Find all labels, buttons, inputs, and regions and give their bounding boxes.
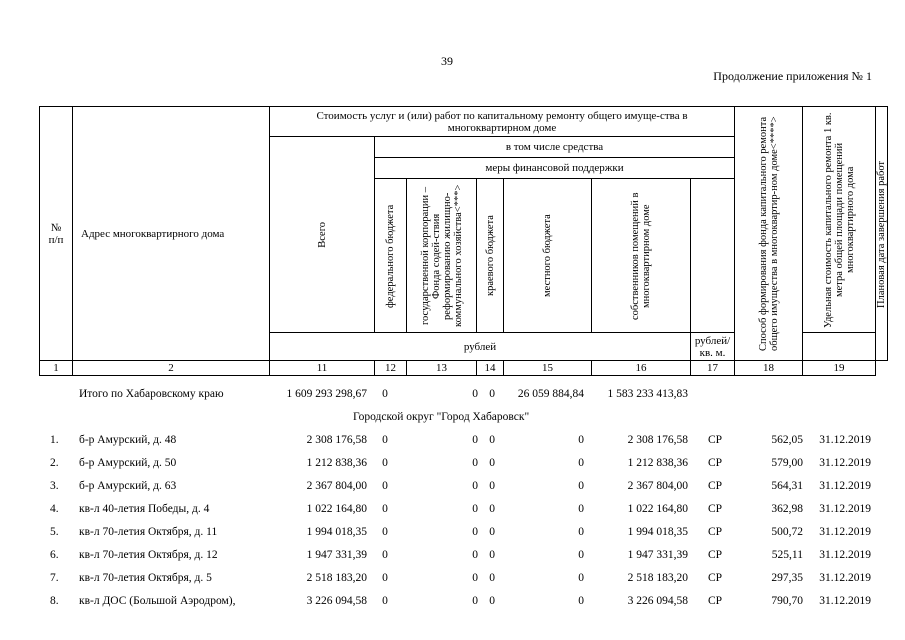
row-regional: 0	[489, 526, 495, 538]
header-local	[504, 179, 592, 333]
row-date: 31.12.2019	[819, 526, 871, 538]
row-no: 7.	[50, 572, 59, 584]
row-local: 0	[578, 457, 584, 469]
row-federal: 0	[382, 526, 388, 538]
row-date: 31.12.2019	[819, 572, 871, 584]
total-sum: 1 609 293 298,67	[286, 388, 367, 400]
row-date: 31.12.2019	[819, 549, 871, 561]
table-row	[39, 592, 877, 615]
row-total: 2 367 804,00	[306, 480, 367, 492]
header-including: в том числе средства	[375, 137, 735, 158]
row-owners: 1 212 838,36	[627, 457, 688, 469]
row-regional: 0	[489, 480, 495, 492]
column-number: 19	[803, 361, 876, 376]
row-date: 31.12.2019	[819, 595, 871, 607]
row-method: СР	[707, 503, 723, 515]
table-row	[39, 454, 877, 477]
page-number: 39	[441, 54, 453, 68]
header-specific-cost	[803, 107, 876, 333]
column-number: 11	[270, 361, 375, 376]
row-owners: 1 994 018,35	[627, 526, 688, 538]
section-title: Городской округ "Город Хабаровск"	[353, 411, 530, 423]
row-federal: 0	[382, 503, 388, 515]
row-no: 2.	[50, 457, 59, 469]
row-method: СР	[707, 434, 723, 446]
row-address: б-р Амурский, д. 63	[79, 480, 177, 492]
row-address: б-р Амурский, д. 50	[79, 457, 177, 469]
row-federal: 0	[382, 480, 388, 492]
row-address: кв-л 70-летия Октября, д. 5	[79, 572, 212, 584]
row-no: 5.	[50, 526, 59, 538]
total-row	[39, 385, 877, 408]
row-address: кв-л 70-летия Октября, д. 12	[79, 549, 218, 561]
row-owners: 3 226 094,58	[627, 595, 688, 607]
header-table	[39, 106, 888, 376]
header-specific-cost-text: Удельная стоимость капитального ремонта 1 кв. метра общей площади помещений многоквартирного дома	[822, 111, 856, 328]
row-federal: 0	[382, 457, 388, 469]
header-total	[270, 137, 375, 333]
total-local: 26 059 884,84	[517, 388, 584, 400]
row-date: 31.12.2019	[819, 457, 871, 469]
row-corporation: 0	[472, 549, 478, 561]
column-number: 13	[407, 361, 477, 376]
header-total-text: Всего	[316, 221, 328, 248]
row-corporation: 0	[472, 526, 478, 538]
header-no: № п/п	[40, 107, 73, 361]
row-local: 0	[578, 595, 584, 607]
header-federal-text: федерального бюджета	[385, 203, 396, 308]
row-specific: 525,11	[771, 549, 803, 561]
row-no: 4.	[50, 503, 59, 515]
row-method: СР	[707, 457, 723, 469]
header-unit-rub-m2: рублей/ кв. м.	[691, 333, 735, 361]
column-number: 14	[477, 361, 504, 376]
row-regional: 0	[489, 549, 495, 561]
row-local: 0	[578, 549, 584, 561]
row-specific: 564,31	[771, 480, 803, 492]
row-owners: 1 022 164,80	[627, 503, 688, 515]
continuation-label: Продолжение приложения № 1	[713, 69, 872, 83]
table-row	[39, 523, 877, 546]
table-row	[39, 500, 877, 523]
row-corporation: 0	[472, 503, 478, 515]
row-total: 3 226 094,58	[306, 595, 367, 607]
row-regional: 0	[489, 503, 495, 515]
header-corporation-text: государственной корпорации – Фонда содей-ствия реформированию жилищно- коммунального хозяйства<***>	[419, 184, 464, 327]
header-regional	[477, 179, 504, 333]
row-specific: 362,98	[771, 503, 803, 515]
header-planned-date-text: Плановая дата завершения работ	[876, 159, 887, 308]
header-planned-date	[876, 107, 888, 361]
row-total: 2 518 183,20	[306, 572, 367, 584]
row-no: 8.	[50, 595, 59, 607]
column-number: 17	[691, 361, 735, 376]
header-unit-rub: рублей	[270, 333, 691, 361]
row-total: 1 947 331,39	[306, 549, 367, 561]
row-local: 0	[578, 526, 584, 538]
row-specific: 790,70	[771, 595, 803, 607]
row-method: СР	[707, 572, 723, 584]
row-federal: 0	[382, 595, 388, 607]
table-row	[39, 477, 877, 500]
total-corporation: 0	[472, 388, 478, 400]
row-total: 1 994 018,35	[306, 526, 367, 538]
header-regional-text: краевого бюджета	[484, 215, 496, 296]
column-number: 2	[73, 361, 270, 376]
row-total: 1 212 838,36	[306, 457, 367, 469]
header-support: меры финансовой поддержки	[375, 158, 735, 179]
header-owners	[592, 179, 691, 333]
row-local: 0	[578, 503, 584, 515]
row-no: 6.	[50, 549, 59, 561]
header-method-text: Способ формирования фонда капитального ремонта общего имущества в многоквартир-ном доме<****>	[757, 116, 780, 351]
row-corporation: 0	[472, 572, 478, 584]
row-regional: 0	[489, 572, 495, 584]
row-total: 2 308 176,58	[306, 434, 367, 446]
table-body	[39, 385, 877, 615]
row-date: 31.12.2019	[819, 503, 871, 515]
table-row	[39, 569, 877, 592]
header-corporation	[407, 179, 477, 333]
row-corporation: 0	[472, 480, 478, 492]
row-date: 31.12.2019	[819, 480, 871, 492]
column-numbers-row	[40, 361, 888, 376]
row-address: кв-л 70-летия Октября, д. 11	[79, 526, 218, 538]
column-number: 18	[735, 361, 803, 376]
row-specific: 297,35	[771, 572, 803, 584]
row-specific: 562,05	[771, 434, 803, 446]
row-regional: 0	[489, 434, 495, 446]
table-row	[39, 431, 877, 454]
header-owners-text: собственников помещений в многоквартирном доме	[630, 191, 652, 320]
row-no: 1.	[50, 434, 59, 446]
row-specific: 500,72	[771, 526, 803, 538]
row-local: 0	[578, 480, 584, 492]
row-specific: 579,00	[771, 457, 803, 469]
row-owners: 2 308 176,58	[627, 434, 688, 446]
row-federal: 0	[382, 434, 388, 446]
header-cost-group: Стоимость услуг и (или) работ по капитальному ремонту общего имуще-ства в многоквартирном доме	[270, 107, 735, 137]
row-method: СР	[707, 480, 723, 492]
data-rows	[39, 431, 877, 615]
row-total: 1 022 164,80	[306, 503, 367, 515]
row-local: 0	[578, 572, 584, 584]
row-local: 0	[578, 434, 584, 446]
row-corporation: 0	[472, 434, 478, 446]
row-address: кв-л ДОС (Большой Аэродром),	[79, 595, 236, 607]
row-regional: 0	[489, 595, 495, 607]
row-owners: 2 367 804,00	[627, 480, 688, 492]
header-federal	[375, 179, 407, 333]
header-address: Адрес многоквартирного дома	[73, 107, 270, 361]
column-number: 15	[504, 361, 592, 376]
row-address: кв-л 40-летия Победы, д. 4	[79, 503, 210, 515]
row-no: 3.	[50, 480, 59, 492]
total-federal: 0	[382, 388, 388, 400]
row-owners: 1 947 331,39	[627, 549, 688, 561]
table-row	[39, 546, 877, 569]
total-owners: 1 583 233 413,83	[607, 388, 688, 400]
row-method: СР	[707, 526, 723, 538]
column-number: 1	[40, 361, 73, 376]
row-regional: 0	[489, 457, 495, 469]
total-label: Итого по Хабаровскому краю	[79, 388, 224, 400]
row-corporation: 0	[472, 457, 478, 469]
row-address: б-р Амурский, д. 48	[79, 434, 177, 446]
section-row	[39, 408, 877, 431]
column-number: 16	[592, 361, 691, 376]
header-method	[735, 107, 803, 361]
column-number: 12	[375, 361, 407, 376]
row-federal: 0	[382, 549, 388, 561]
row-method: СР	[707, 595, 723, 607]
total-regional: 0	[489, 388, 495, 400]
row-method: СР	[707, 549, 723, 561]
row-date: 31.12.2019	[819, 434, 871, 446]
row-corporation: 0	[472, 595, 478, 607]
header-local-text: местного бюджета	[542, 214, 553, 297]
row-owners: 2 518 183,20	[627, 572, 688, 584]
row-federal: 0	[382, 572, 388, 584]
